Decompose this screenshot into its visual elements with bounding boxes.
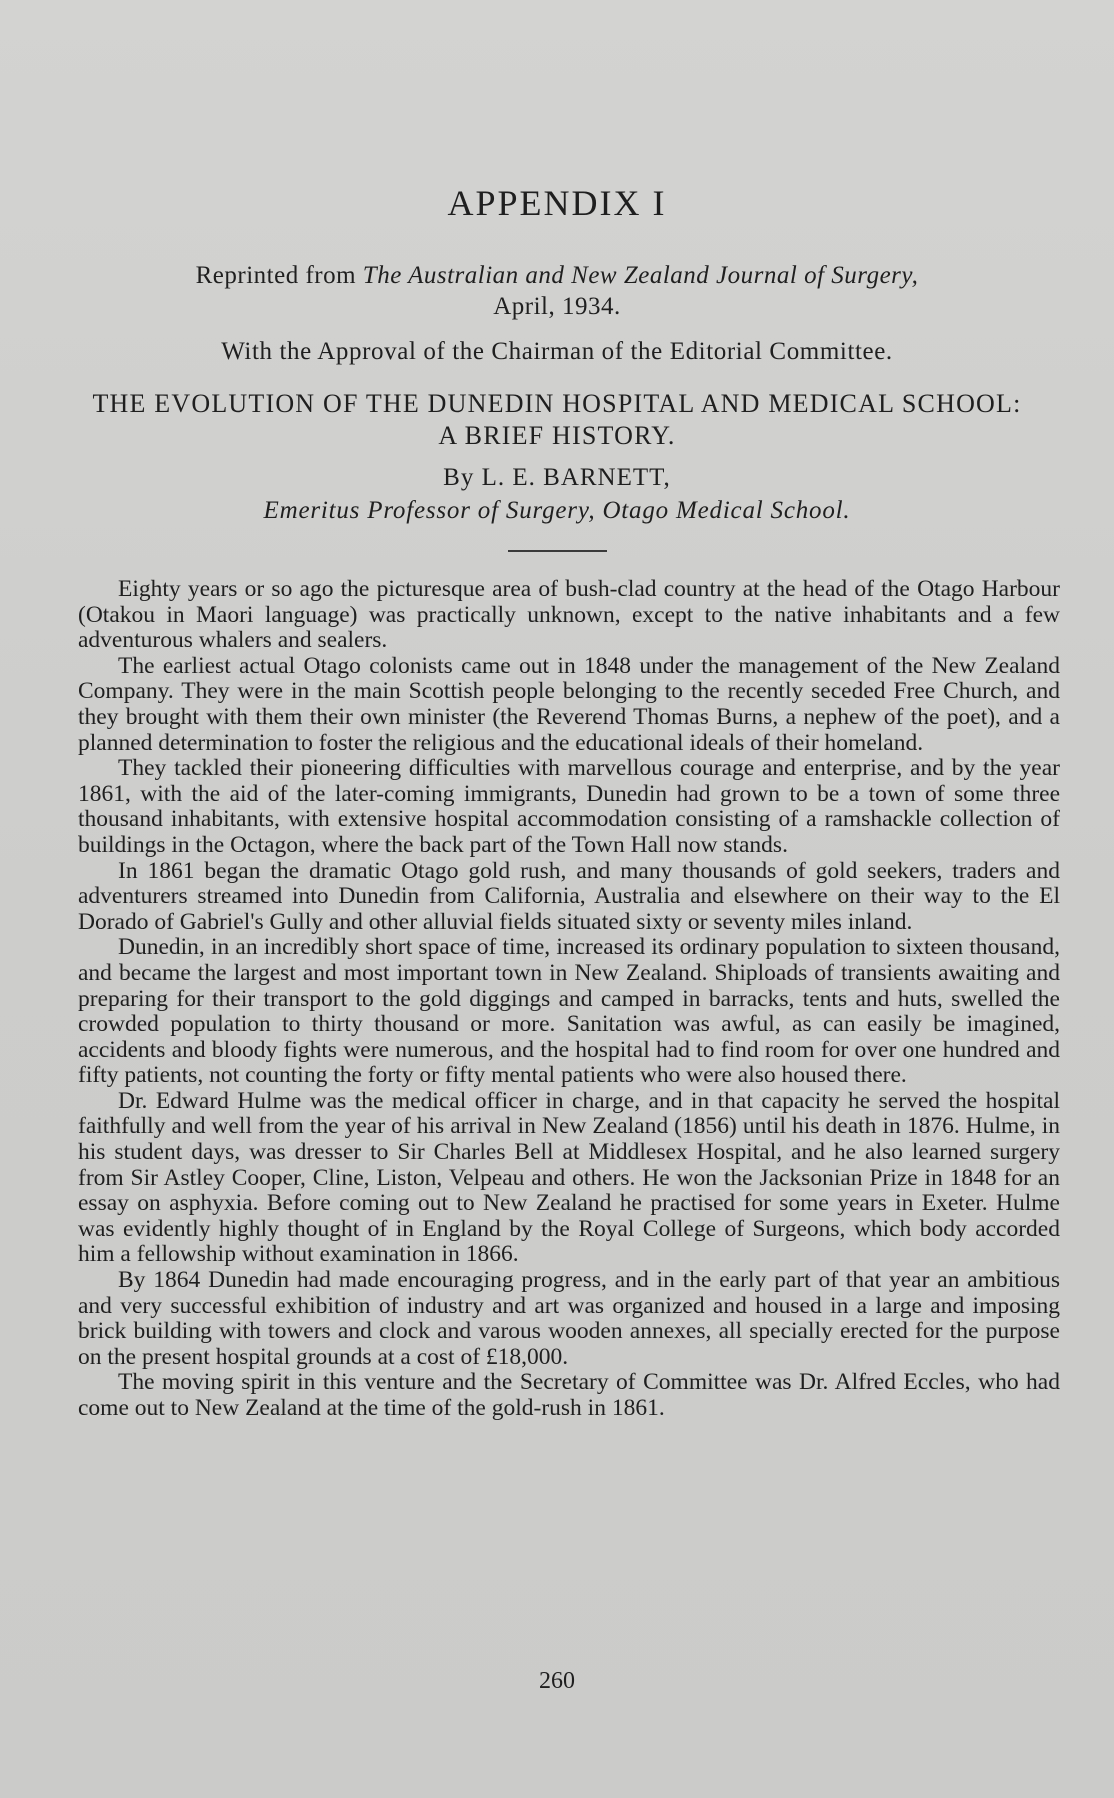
paragraph: By 1864 Dunedin had made encouraging progress, and in the early part of that year an ambitious and very successful exhibition of industry and art was organized and housed in a large and imposing brick building with towers and clock and varous wooden annexes, all specially erected for the purpose on the present hospital grounds at a cost of £18,000. <box>78 1267 1060 1370</box>
appendix-heading: APPENDIX I <box>447 183 667 223</box>
paragraph: In 1861 began the dramatic Otago gold rush, and many thousands of gold seekers, traders and adventurers streamed into Dunedin from California, Australia and elsewhere on their way to the El Dorado of Gabriel's Gully and other alluvial fields situated sixty or seventy miles inland. <box>78 857 1060 935</box>
page-number: 260 <box>539 1668 575 1694</box>
paragraph: They tackled their pioneering difficulties with marvellous courage and enterprise, and by the year 1861, with the aid of the later-coming immigrants, Dunedin had grown to be a town of some three thousand inhabitants, with extensive hospital accommodation consisting of a ramshackle collection of buildings in the Octagon, where the back part of the Town Hall now stands. <box>78 755 1060 858</box>
section-divider <box>508 550 607 552</box>
approval-note: With the Approval of the Chairman of the Editorial Committee. <box>221 338 893 365</box>
paragraph: Eighty years or so ago the picturesque area of bush-clad country at the head of the Otago Harbour (Otakou in Maori language) was practically unknown, except to the native inhabitants and a few adventurous whalers and sealers. <box>78 576 1060 654</box>
journal-title: The Australian and New Zealand Journal of Surgery, <box>362 262 919 289</box>
paragraph: The earliest actual Otago colonists came out in 1848 under the management of the New Zealand Company. They were in the main Scottish people belonging to the recently seceded Free Church, and they brought with them their own minister (the Reverend Thomas Burns, a nephew of the poet), and a planned determination to foster the religious and the educational ideals of their homeland. <box>78 652 1060 756</box>
reprint-note <box>0 260 1114 322</box>
paragraph: Dr. Edward Hulme was the medical officer in charge, and in that capacity he served the hospital faithfully and well from the year of his arrival in New Zealand (1856) until his death in 1876. Hulme, in his student days, was dresser to Sir Charles Bell at Middlesex Hospital, and he also learned surgery from Sir Astley Cooper, Cline, Liston, Velpeau and others. He won the Jacksonian Prize in 1848 for an essay on asphyxia. Before coming out to New Zealand he practised for some years in Exeter. Hulme was evidently highly thought of in England by the Royal College of Surgeons, which body accorded him a fellowship without examination in 1866. <box>78 1087 1060 1268</box>
author-affiliation: Emeritus Professor of Surgery, Otago Medical School. <box>263 497 851 524</box>
article-body <box>78 577 1060 1422</box>
article-title: THE EVOLUTION OF THE DUNEDIN HOSPITAL AND MEDICAL SCHOOL: A BRIEF HISTORY. <box>92 389 1022 450</box>
paragraph: The moving spirit in this venture and the Secretary of Committee was Dr. Alfred Eccles, who had come out to New Zealand at the time of the gold-rush in 1861. <box>78 1369 1060 1421</box>
author-byline: By L. E. BARNETT, <box>443 464 671 491</box>
reprint-prefix: Reprinted from <box>195 262 363 289</box>
reprint-date: April, 1934. <box>493 293 621 320</box>
reprint-source-line <box>0 260 1114 291</box>
paragraph: Dunedin, in an incredibly short space of time, increased its ordinary population to sixteen thousand, and became the largest and most important town in New Zealand. Shiploads of transients awaiting and preparing for their transport to the gold diggings and camped in barracks, tents and huts, swelled the crowded population to thirty thousand or more. Sanitation was awful, as can easily be imagined, accidents and bloody fights were numerous, and the hospital had to find room for over one hundred and fifty patients, not counting the forty or fifty mental patients who were also housed there. <box>78 934 1060 1089</box>
